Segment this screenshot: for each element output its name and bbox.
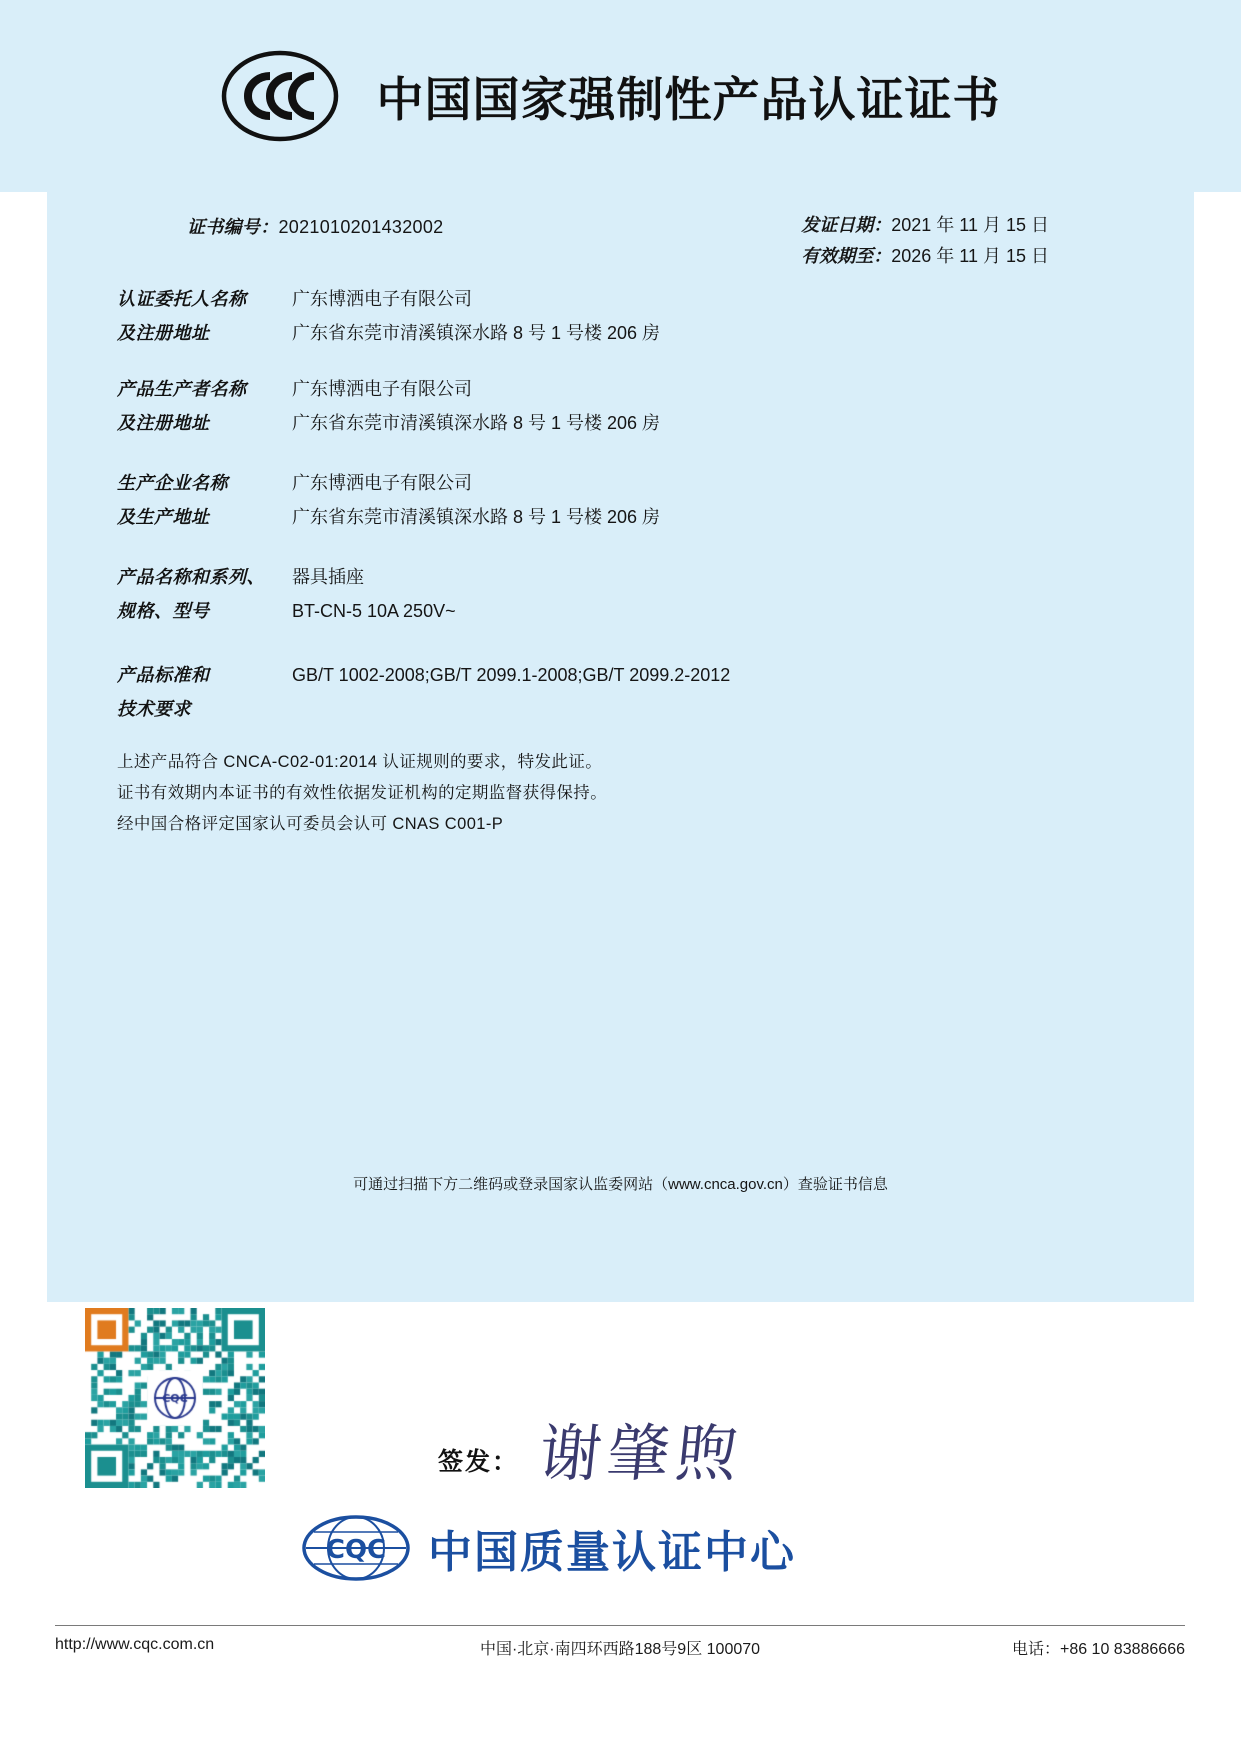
certificate-number <box>187 213 443 239</box>
field-label-line1: 认证委托人名称 <box>117 289 247 309</box>
certificate-header <box>0 0 1241 192</box>
field-value-line1: 广东博洒电子有限公司 <box>292 379 472 399</box>
signature-name: 谢肇煦 <box>535 1417 748 1490</box>
issuer-row <box>300 1513 796 1583</box>
field-row-applicant <box>117 282 1127 350</box>
signature-label: 签发： <box>438 1448 520 1476</box>
field-label-line1: 产品标准和 <box>117 665 210 685</box>
note-line-3: 经中国合格评定国家认可委员会认可 CNAS C001-P <box>117 815 504 833</box>
note-line-1: 上述产品符合 CNCA-C02-01:2014 认证规则的要求，特发此证。 <box>117 753 603 771</box>
footer <box>55 1636 1185 1659</box>
field-value-line2: 广东省东莞市清溪镇深水路 8 号 1 号楼 206 房 <box>292 323 661 343</box>
footer-website[interactable]: http://www.cqc.com.cn <box>55 1636 215 1653</box>
ccc-logo-icon <box>221 50 339 142</box>
valid-until-label: 有效期至： <box>801 246 892 266</box>
field-label-standards <box>117 658 292 726</box>
valid-until-row <box>801 241 1049 272</box>
field-label-line1: 生产企业名称 <box>117 473 228 493</box>
field-value-standards <box>292 658 1127 726</box>
field-value-line2: 广东省东莞市清溪镇深水路 8 号 1 号楼 206 房 <box>292 507 661 527</box>
page-title: 中国国家强制性产品认证证书 <box>376 72 1001 128</box>
field-label-line2: 技术要求 <box>117 699 191 719</box>
field-value-line1: 器具插座 <box>292 567 364 587</box>
svg-text:CQC: CQC <box>325 1535 387 1565</box>
field-value-applicant <box>292 282 1127 350</box>
field-value-manufacturer <box>292 372 1127 440</box>
field-value-line1: GB/T 1002-2008;GB/T 2099.1-2008;GB/T 2099.2-2012 <box>292 665 731 685</box>
issuer-name: 中国质量认证中心 <box>428 1527 796 1578</box>
footer-phone: 电话：+86 10 83886666 <box>1011 1641 1185 1658</box>
verify-instruction: 可通过扫描下方二维码或登录国家认监委网站（www.cnca.gov.cn）查验证书信息 <box>353 1176 888 1193</box>
certificate-dates <box>801 210 1049 272</box>
certificate-notes <box>117 747 607 840</box>
field-value-factory <box>292 466 1127 534</box>
field-value-line2: 广东省东莞市清溪镇深水路 8 号 1 号楼 206 房 <box>292 413 661 433</box>
field-label-factory <box>117 466 292 534</box>
field-row-product <box>117 560 1127 628</box>
field-row-manufacturer <box>117 372 1127 440</box>
qr-code <box>85 1308 265 1488</box>
field-row-factory <box>117 466 1127 534</box>
cqc-logo-icon <box>300 1513 412 1583</box>
certificate-number-value: 2021010201432002 <box>278 217 444 237</box>
field-label-product <box>117 560 292 628</box>
field-label-line1: 产品生产者名称 <box>117 379 247 399</box>
field-label-manufacturer <box>117 372 292 440</box>
issue-date-row <box>801 210 1049 241</box>
field-row-standards <box>117 658 1127 726</box>
field-label-line2: 及生产地址 <box>117 507 210 527</box>
field-label-line2: 及注册地址 <box>117 323 210 343</box>
field-label-line2: 规格、型号 <box>117 601 210 621</box>
certificate-number-label: 证书编号： <box>187 217 279 237</box>
header-inner <box>221 50 1001 142</box>
issue-date-value: 2021 年 11 月 15 日 <box>891 215 1049 235</box>
certificate-body-panel <box>47 192 1194 1302</box>
valid-until-value: 2026 年 11 月 15 日 <box>891 246 1049 266</box>
footer-divider <box>55 1625 1185 1626</box>
footer-address: 中国·北京·南四环西路188号9区 100070 <box>479 1641 761 1658</box>
certificate-fields <box>117 282 1127 748</box>
field-label-applicant <box>117 282 292 350</box>
field-label-line2: 及注册地址 <box>117 413 210 433</box>
field-label-line1: 产品名称和系列、 <box>117 567 265 587</box>
field-value-line1: 广东博洒电子有限公司 <box>292 473 472 493</box>
issue-date-label: 发证日期： <box>801 215 892 235</box>
note-line-2: 证书有效期内本证书的有效性依据发证机构的定期监督获得保持。 <box>117 784 608 802</box>
field-value-product <box>292 560 1127 628</box>
field-value-line2: BT-CN-5 10A 250V~ <box>292 601 456 621</box>
field-value-line1: 广东博洒电子有限公司 <box>292 289 472 309</box>
